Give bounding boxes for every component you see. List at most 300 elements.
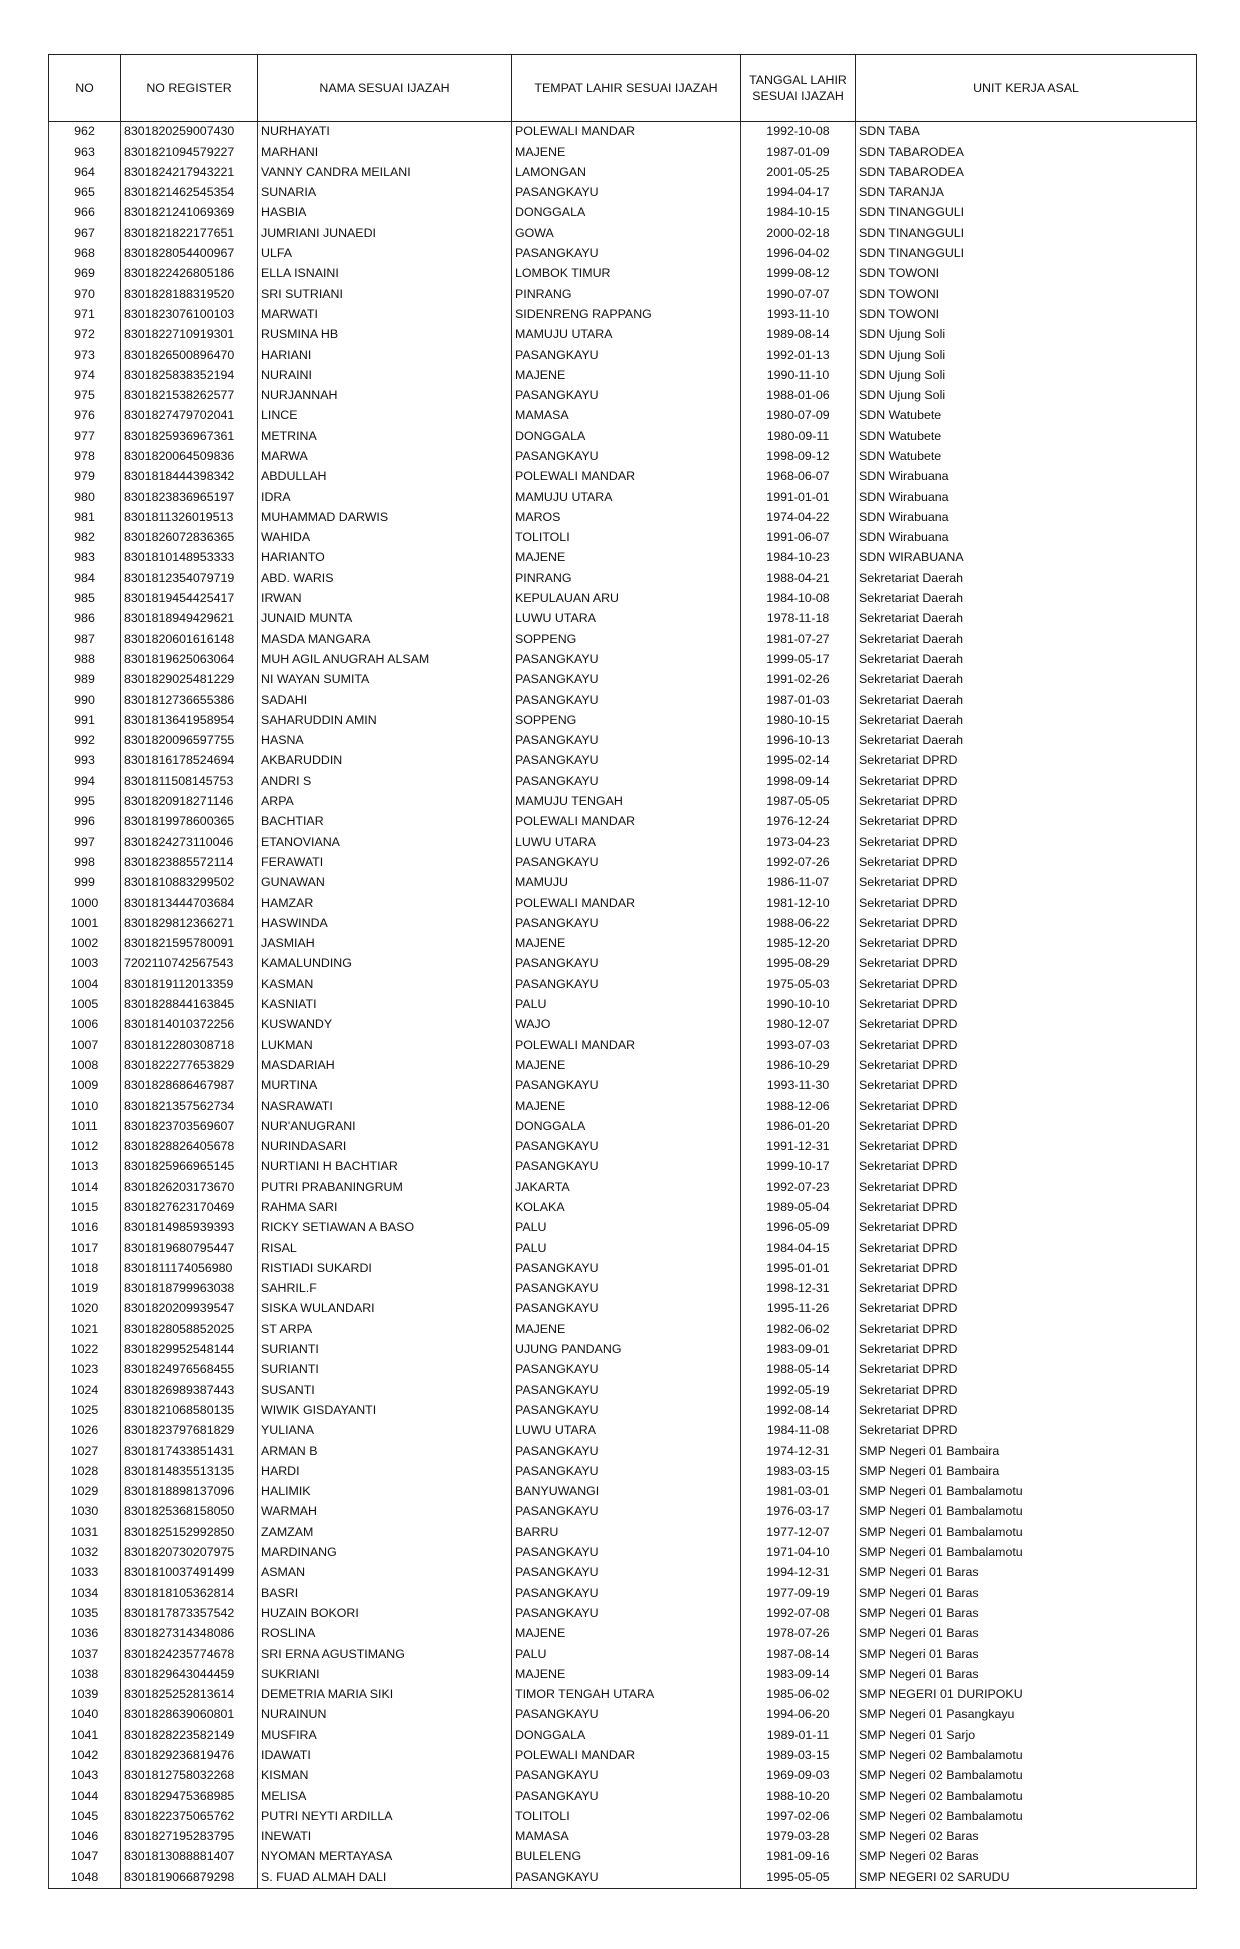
cell-unit: SDN Wirabuana (856, 487, 1197, 507)
cell-birthdate: 1995-02-14 (741, 751, 856, 771)
cell-name: ULFA (258, 244, 512, 264)
cell-unit: Sekretariat DPRD (856, 1421, 1197, 1441)
cell-register: 8301821822177651 (121, 223, 258, 243)
table-row (49, 1685, 1197, 1705)
cell-birthdate: 1984-04-15 (741, 1238, 856, 1258)
cell-name: SURIANTI (258, 1340, 512, 1360)
cell-birthdate: 1988-12-06 (741, 1096, 856, 1116)
cell-unit: SDN WIRABUANA (856, 548, 1197, 568)
table-row (49, 1522, 1197, 1542)
cell-register: 8301820918271146 (121, 792, 258, 812)
cell-birthdate: 1994-04-17 (741, 183, 856, 203)
cell-unit: SMP Negeri 01 Pasangkayu (856, 1705, 1197, 1725)
cell-unit: Sekretariat DPRD (856, 1177, 1197, 1197)
table-row (49, 1401, 1197, 1421)
cell-register: 8301819680795447 (121, 1238, 258, 1258)
cell-register: 8301825368158050 (121, 1502, 258, 1522)
cell-birthdate: 1997-02-06 (741, 1807, 856, 1827)
cell-birthdate: 1986-01-20 (741, 1117, 856, 1137)
cell-register: 8301822710919301 (121, 325, 258, 345)
cell-birthplace: MAJENE (512, 1624, 741, 1644)
cell-no: 980 (49, 487, 121, 507)
cell-no: 973 (49, 345, 121, 365)
cell-birthdate: 1981-03-01 (741, 1482, 856, 1502)
cell-birthdate: 1981-09-16 (741, 1847, 856, 1867)
table-row (49, 995, 1197, 1015)
cell-name: INEWATI (258, 1827, 512, 1847)
cell-register: 8301819112013359 (121, 974, 258, 994)
cell-unit: Sekretariat DPRD (856, 1015, 1197, 1035)
cell-name: NURTIANI H BACHTIAR (258, 1157, 512, 1177)
cell-register: 8301819066879298 (121, 1868, 258, 1889)
cell-birthdate: 1977-09-19 (741, 1583, 856, 1603)
table-row (49, 1482, 1197, 1502)
table-row (49, 1096, 1197, 1116)
cell-birthdate: 1979-03-28 (741, 1827, 856, 1847)
cell-unit: SMP Negeri 01 Bambalamotu (856, 1543, 1197, 1563)
cell-no: 1009 (49, 1076, 121, 1096)
cell-birthdate: 1980-12-07 (741, 1015, 856, 1035)
cell-birthdate: 1991-02-26 (741, 670, 856, 690)
cell-register: 8301817433851431 (121, 1441, 258, 1461)
cell-birthdate: 1998-12-31 (741, 1279, 856, 1299)
cell-name: RICKY SETIAWAN A BASO (258, 1218, 512, 1238)
registration-table (48, 54, 1197, 1889)
cell-no: 1045 (49, 1807, 121, 1827)
cell-unit: Sekretariat DPRD (856, 1117, 1197, 1137)
cell-register: 8301810037491499 (121, 1563, 258, 1583)
cell-name: MARWATI (258, 305, 512, 325)
table-row (49, 345, 1197, 365)
cell-name: WIWIK GISDAYANTI (258, 1401, 512, 1421)
cell-birthdate: 1992-10-08 (741, 122, 856, 143)
cell-name: MELISA (258, 1786, 512, 1806)
cell-name: SAHRIL.F (258, 1279, 512, 1299)
cell-register: 8301821462545354 (121, 183, 258, 203)
cell-unit: Sekretariat DPRD (856, 1259, 1197, 1279)
cell-birthplace: MAJENE (512, 1665, 741, 1685)
cell-unit: Sekretariat DPRD (856, 873, 1197, 893)
cell-name: WAHIDA (258, 528, 512, 548)
cell-birthplace: PASANGKAYU (512, 1137, 741, 1157)
cell-birthdate: 1981-07-27 (741, 629, 856, 649)
table-row (49, 1380, 1197, 1400)
cell-name: SUSANTI (258, 1380, 512, 1400)
cell-name: KASMAN (258, 974, 512, 994)
cell-register: 8301829812366271 (121, 914, 258, 934)
cell-birthdate: 1988-10-20 (741, 1786, 856, 1806)
cell-no: 962 (49, 122, 121, 143)
cell-register: 8301822375065762 (121, 1807, 258, 1827)
cell-name: ELLA ISNAINI (258, 264, 512, 284)
cell-unit: SDN Wirabuana (856, 467, 1197, 487)
table-row (49, 1786, 1197, 1806)
cell-birthdate: 1992-07-26 (741, 853, 856, 873)
cell-birthplace: MAJENE (512, 1056, 741, 1076)
cell-birthplace: MAJENE (512, 548, 741, 568)
cell-unit: SDN Watubete (856, 426, 1197, 446)
cell-birthdate: 1994-06-20 (741, 1705, 856, 1725)
table-row (49, 670, 1197, 690)
cell-name: HARIANI (258, 345, 512, 365)
cell-unit: Sekretariat DPRD (856, 1137, 1197, 1157)
cell-unit: Sekretariat DPRD (856, 934, 1197, 954)
cell-register: 8301819978600365 (121, 812, 258, 832)
cell-register: 8301823885572114 (121, 853, 258, 873)
cell-birthdate: 1980-10-15 (741, 711, 856, 731)
cell-no: 969 (49, 264, 121, 284)
cell-register: 8301821538262577 (121, 386, 258, 406)
cell-name: NUR'ANUGRANI (258, 1117, 512, 1137)
cell-no: 1004 (49, 974, 121, 994)
table-row (49, 163, 1197, 183)
cell-unit: Sekretariat DPRD (856, 893, 1197, 913)
cell-unit: SDN Watubete (856, 406, 1197, 426)
cell-birthdate: 2000-02-18 (741, 223, 856, 243)
cell-unit: SMP Negeri 02 Bambalamotu (856, 1746, 1197, 1766)
cell-no: 1029 (49, 1482, 121, 1502)
cell-no: 966 (49, 203, 121, 223)
cell-no: 984 (49, 569, 121, 589)
cell-no: 1038 (49, 1665, 121, 1685)
cell-birthplace: MAJENE (512, 1096, 741, 1116)
cell-unit: Sekretariat DPRD (856, 1279, 1197, 1299)
cell-unit: SDN Ujung Soli (856, 386, 1197, 406)
table-row (49, 122, 1197, 143)
cell-name: ABD. WARIS (258, 569, 512, 589)
cell-name: RAHMA SARI (258, 1198, 512, 1218)
cell-birthplace: LAMONGAN (512, 163, 741, 183)
cell-unit: SDN TABARODEA (856, 142, 1197, 162)
table-row (49, 1360, 1197, 1380)
table-row (49, 650, 1197, 670)
cell-no: 983 (49, 548, 121, 568)
cell-register: 8301817873357542 (121, 1604, 258, 1624)
cell-unit: SDN Watubete (856, 447, 1197, 467)
cell-no: 1037 (49, 1644, 121, 1664)
cell-birthplace: POLEWALI MANDAR (512, 893, 741, 913)
cell-register: 8301821241069369 (121, 203, 258, 223)
cell-unit: Sekretariat DPRD (856, 974, 1197, 994)
cell-register: 8301818949429621 (121, 609, 258, 629)
cell-birthplace: PASANGKAYU (512, 731, 741, 751)
table-row (49, 487, 1197, 507)
cell-birthdate: 1987-01-03 (741, 690, 856, 710)
cell-birthplace: PASANGKAYU (512, 386, 741, 406)
cell-register: 8301827314348086 (121, 1624, 258, 1644)
cell-name: NURAINI (258, 366, 512, 386)
cell-no: 994 (49, 772, 121, 792)
cell-birthdate: 1973-04-23 (741, 832, 856, 852)
cell-name: GUNAWAN (258, 873, 512, 893)
cell-birthdate: 1992-08-14 (741, 1401, 856, 1421)
cell-name: IRWAN (258, 589, 512, 609)
table-row (49, 426, 1197, 446)
cell-name: IDAWATI (258, 1746, 512, 1766)
cell-unit: SMP Negeri 01 Sarjo (856, 1725, 1197, 1745)
cell-birthdate: 1985-12-20 (741, 934, 856, 954)
cell-no: 1002 (49, 934, 121, 954)
cell-no: 986 (49, 609, 121, 629)
cell-unit: Sekretariat DPRD (856, 1076, 1197, 1096)
table-row (49, 690, 1197, 710)
cell-name: JUMRIANI JUNAEDI (258, 223, 512, 243)
cell-name: ABDULLAH (258, 467, 512, 487)
cell-birthdate: 1993-11-10 (741, 305, 856, 325)
cell-unit: Sekretariat DPRD (856, 1380, 1197, 1400)
cell-no: 1016 (49, 1218, 121, 1238)
cell-birthdate: 1984-11-08 (741, 1421, 856, 1441)
cell-birthdate: 1975-05-03 (741, 974, 856, 994)
cell-birthplace: PASANGKAYU (512, 345, 741, 365)
cell-no: 993 (49, 751, 121, 771)
document-sheet (48, 54, 1196, 1889)
cell-name: BASRI (258, 1583, 512, 1603)
cell-register: 8301829025481229 (121, 670, 258, 690)
cell-birthdate: 1996-05-09 (741, 1218, 856, 1238)
cell-unit: SDN TOWONI (856, 264, 1197, 284)
cell-name: LUKMAN (258, 1035, 512, 1055)
cell-unit: Sekretariat DPRD (856, 1360, 1197, 1380)
cell-unit: SMP NEGERI 01 DURIPOKU (856, 1685, 1197, 1705)
cell-unit: Sekretariat DPRD (856, 751, 1197, 771)
cell-register: 8301828054400967 (121, 244, 258, 264)
cell-birthplace: PASANGKAYU (512, 447, 741, 467)
table-row (49, 832, 1197, 852)
cell-unit: Sekretariat DPRD (856, 772, 1197, 792)
cell-birthdate: 1968-06-07 (741, 467, 856, 487)
cell-name: BACHTIAR (258, 812, 512, 832)
cell-unit: SDN Wirabuana (856, 528, 1197, 548)
cell-unit: Sekretariat DPRD (856, 914, 1197, 934)
table-row (49, 305, 1197, 325)
cell-birthplace: PASANGKAYU (512, 1462, 741, 1482)
cell-name: DEMETRIA MARIA SIKI (258, 1685, 512, 1705)
header-birthdate (741, 55, 856, 122)
cell-name: LINCE (258, 406, 512, 426)
cell-unit: SDN Wirabuana (856, 508, 1197, 528)
table-row (49, 1340, 1197, 1360)
table-row (49, 1725, 1197, 1745)
cell-register: 8301818898137096 (121, 1482, 258, 1502)
table-row (49, 1238, 1197, 1258)
cell-no: 1032 (49, 1543, 121, 1563)
cell-birthplace: LUWU UTARA (512, 832, 741, 852)
cell-name: MASDA MANGARA (258, 629, 512, 649)
cell-register: 8301820096597755 (121, 731, 258, 751)
cell-no: 1040 (49, 1705, 121, 1725)
table-row (49, 1766, 1197, 1786)
cell-birthdate: 1995-08-29 (741, 954, 856, 974)
cell-name: HASWINDA (258, 914, 512, 934)
cell-no: 1035 (49, 1604, 121, 1624)
table-row (49, 1583, 1197, 1603)
cell-birthplace: PASANGKAYU (512, 1563, 741, 1583)
cell-no: 981 (49, 508, 121, 528)
table-row (49, 1177, 1197, 1197)
cell-register: 8301828058852025 (121, 1320, 258, 1340)
cell-birthdate: 1971-04-10 (741, 1543, 856, 1563)
cell-birthplace: SOPPENG (512, 711, 741, 731)
cell-register: 8301828686467987 (121, 1076, 258, 1096)
table-row (49, 873, 1197, 893)
cell-birthplace: PASANGKAYU (512, 1868, 741, 1889)
table-row (49, 629, 1197, 649)
cell-no: 965 (49, 183, 121, 203)
cell-name: HASNA (258, 731, 512, 751)
cell-birthplace: MAMUJU (512, 873, 741, 893)
cell-register: 8301826500896470 (121, 345, 258, 365)
cell-name: MUH AGIL ANUGRAH ALSAM (258, 650, 512, 670)
cell-register: 8301820209939547 (121, 1299, 258, 1319)
cell-unit: SMP Negeri 01 Baras (856, 1624, 1197, 1644)
cell-no: 1018 (49, 1259, 121, 1279)
cell-birthdate: 1987-01-09 (741, 142, 856, 162)
cell-register: 8301811326019513 (121, 508, 258, 528)
cell-name: ST ARPA (258, 1320, 512, 1340)
cell-birthplace: KEPULAUAN ARU (512, 589, 741, 609)
header-birthdate-line2: SESUAI IJAZAH (752, 89, 844, 103)
table-row (49, 467, 1197, 487)
cell-birthplace: LUWU UTARA (512, 1421, 741, 1441)
cell-register: 8301821094579227 (121, 142, 258, 162)
cell-register: 8301827195283795 (121, 1827, 258, 1847)
cell-birthdate: 1986-11-07 (741, 873, 856, 893)
cell-unit: Sekretariat DPRD (856, 1320, 1197, 1340)
cell-no: 1020 (49, 1299, 121, 1319)
cell-no: 1001 (49, 914, 121, 934)
cell-name: JASMIAH (258, 934, 512, 954)
cell-name: SISKA WULANDARI (258, 1299, 512, 1319)
cell-birthdate: 1991-06-07 (741, 528, 856, 548)
cell-register: 8301810883299502 (121, 873, 258, 893)
cell-name: FERAWATI (258, 853, 512, 873)
cell-unit: SMP Negeri 01 Baras (856, 1644, 1197, 1664)
cell-birthplace: TOLITOLI (512, 1807, 741, 1827)
cell-register: 8301811174056980 (121, 1259, 258, 1279)
cell-name: SRI ERNA AGUSTIMANG (258, 1644, 512, 1664)
cell-birthdate: 1983-09-01 (741, 1340, 856, 1360)
cell-birthdate: 1978-07-26 (741, 1624, 856, 1644)
cell-unit: Sekretariat DPRD (856, 1096, 1197, 1116)
cell-birthdate: 1985-06-02 (741, 1685, 856, 1705)
cell-unit: Sekretariat DPRD (856, 1056, 1197, 1076)
cell-no: 990 (49, 690, 121, 710)
cell-unit: SMP NEGERI 02 SARUDU (856, 1868, 1197, 1889)
cell-no: 1008 (49, 1056, 121, 1076)
cell-birthplace: PALU (512, 1644, 741, 1664)
cell-birthplace: JAKARTA (512, 1177, 741, 1197)
cell-unit: Sekretariat Daerah (856, 589, 1197, 609)
cell-register: 8301812280308718 (121, 1035, 258, 1055)
cell-birthdate: 1992-05-19 (741, 1380, 856, 1400)
cell-birthdate: 1981-12-10 (741, 893, 856, 913)
cell-register: 8301811508145753 (121, 772, 258, 792)
cell-birthplace: POLEWALI MANDAR (512, 467, 741, 487)
cell-no: 979 (49, 467, 121, 487)
cell-birthplace: MAMASA (512, 406, 741, 426)
table-row (49, 1157, 1197, 1177)
cell-name: SAHARUDDIN AMIN (258, 711, 512, 731)
cell-birthplace: POLEWALI MANDAR (512, 812, 741, 832)
cell-register: 8301824217943221 (121, 163, 258, 183)
cell-name: MARDINANG (258, 1543, 512, 1563)
cell-birthplace: POLEWALI MANDAR (512, 122, 741, 143)
table-row (49, 508, 1197, 528)
cell-unit: SDN TABARODEA (856, 163, 1197, 183)
cell-unit: SMP Negeri 01 Bambalamotu (856, 1482, 1197, 1502)
cell-register: 8301813641958954 (121, 711, 258, 731)
cell-unit: Sekretariat DPRD (856, 995, 1197, 1015)
cell-register: 8301810148953333 (121, 548, 258, 568)
cell-unit: SDN TARANJA (856, 183, 1197, 203)
cell-register: 8301813444703684 (121, 893, 258, 913)
cell-unit: Sekretariat Daerah (856, 609, 1197, 629)
cell-no: 997 (49, 832, 121, 852)
cell-birthdate: 1988-01-06 (741, 386, 856, 406)
cell-birthdate: 1992-01-13 (741, 345, 856, 365)
table-row (49, 1644, 1197, 1664)
cell-birthdate: 1991-12-31 (741, 1137, 856, 1157)
cell-register: 8301825252813614 (121, 1685, 258, 1705)
cell-no: 1003 (49, 954, 121, 974)
cell-birthplace: PASANGKAYU (512, 954, 741, 974)
cell-birthplace: POLEWALI MANDAR (512, 1746, 741, 1766)
cell-birthplace: MAJENE (512, 934, 741, 954)
table-row (49, 1279, 1197, 1299)
cell-no: 977 (49, 426, 121, 446)
table-row (49, 1563, 1197, 1583)
cell-no: 1011 (49, 1117, 121, 1137)
cell-birthplace: PASANGKAYU (512, 183, 741, 203)
cell-name: ANDRI S (258, 772, 512, 792)
cell-birthplace: PASANGKAYU (512, 1259, 741, 1279)
table-row (49, 1502, 1197, 1522)
table-row (49, 1807, 1197, 1827)
table-row (49, 1198, 1197, 1218)
cell-birthdate: 1998-09-12 (741, 447, 856, 467)
cell-name: KASNIATI (258, 995, 512, 1015)
cell-register: 8301813088881407 (121, 1847, 258, 1867)
cell-name: ZAMZAM (258, 1522, 512, 1542)
table-row (49, 1441, 1197, 1461)
cell-unit: SMP Negeri 02 Baras (856, 1827, 1197, 1847)
cell-birthdate: 1996-10-13 (741, 731, 856, 751)
table-row (49, 1259, 1197, 1279)
cell-birthplace: MAJENE (512, 366, 741, 386)
table-row (49, 1015, 1197, 1035)
cell-register: 8301826989387443 (121, 1380, 258, 1400)
cell-birthdate: 1976-12-24 (741, 812, 856, 832)
cell-birthplace: LUWU UTARA (512, 609, 741, 629)
cell-name: SUKRIANI (258, 1665, 512, 1685)
table-row (49, 609, 1197, 629)
cell-no: 991 (49, 711, 121, 731)
cell-name: PUTRI PRABANINGRUM (258, 1177, 512, 1197)
cell-name: NI WAYAN SUMITA (258, 670, 512, 690)
cell-no: 1025 (49, 1401, 121, 1421)
cell-register: 8301812736655386 (121, 690, 258, 710)
cell-unit: Sekretariat Daerah (856, 650, 1197, 670)
cell-birthplace: KOLAKA (512, 1198, 741, 1218)
cell-no: 1042 (49, 1746, 121, 1766)
cell-unit: SMP Negeri 01 Baras (856, 1563, 1197, 1583)
cell-register: 8301826072836365 (121, 528, 258, 548)
cell-no: 1047 (49, 1847, 121, 1867)
header-birthplace: TEMPAT LAHIR SESUAI IJAZAH (512, 55, 741, 122)
cell-birthplace: PASANGKAYU (512, 853, 741, 873)
cell-register: 8301821595780091 (121, 934, 258, 954)
